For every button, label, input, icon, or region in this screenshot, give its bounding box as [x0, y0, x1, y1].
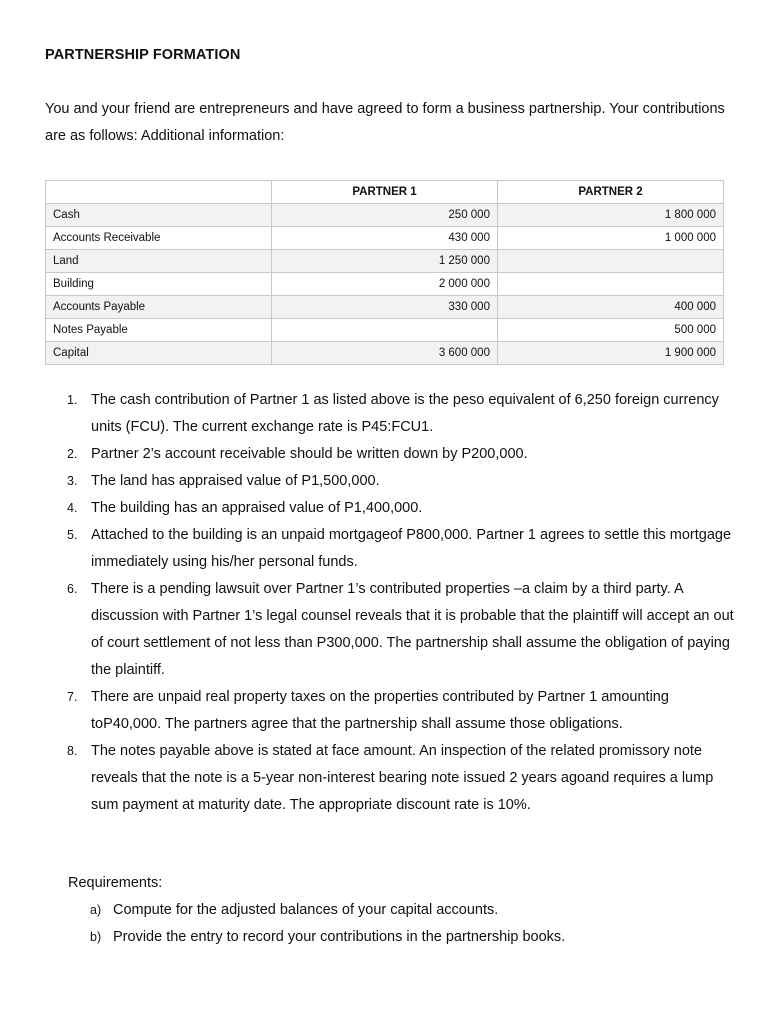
- partner-2-value: 500 000: [497, 319, 723, 342]
- table-row: [46, 204, 724, 227]
- header-partner-1: PARTNER 1: [272, 181, 498, 204]
- list-item: [45, 441, 735, 468]
- row-label: Capital: [46, 342, 272, 365]
- table-row: [46, 296, 724, 319]
- partner-2-value: 400 000: [497, 296, 723, 319]
- list-item-text: The cash contribution of Partner 1 as listed above is the peso equivalent of 6,250 foreign currency units (FCU). The current exchange rate is P45:FCU1.: [91, 392, 719, 435]
- row-label: Notes Payable: [46, 319, 272, 342]
- table-row: [46, 342, 724, 365]
- list-item: [45, 522, 735, 576]
- partner-2-value: 1 900 000: [497, 342, 723, 365]
- row-label: Building: [46, 273, 272, 296]
- requirements-list: [68, 897, 728, 951]
- list-number: 2.: [67, 447, 78, 461]
- requirements-heading: Requirements:: [68, 875, 163, 891]
- list-number: 7.: [67, 690, 78, 704]
- list-item: [45, 576, 735, 684]
- table-row: [46, 319, 724, 342]
- list-item-text: The building has an appraised value of P1,400,000.: [91, 500, 423, 516]
- partner-2-value: 1 800 000: [497, 204, 723, 227]
- table-header-row: [46, 181, 724, 204]
- requirements-section: [68, 870, 728, 951]
- partner-1-value: 430 000: [272, 227, 498, 250]
- contributions-table: [45, 180, 724, 365]
- list-number: 1.: [67, 393, 78, 407]
- table-row: [46, 227, 724, 250]
- row-label: Land: [46, 250, 272, 273]
- list-number: 3.: [67, 474, 78, 488]
- list-item-text: There is a pending lawsuit over Partner 1’s contributed properties –a claim by a third party. A discussion with Partner 1’s legal counsel reveals that it is probable that the plaintiff will accept an out of court settlement of not less than P300,000. The partnership shall assume the obligation of paying the plaintiff.: [91, 581, 734, 678]
- list-number: 5.: [67, 528, 78, 542]
- header-label: [46, 181, 272, 204]
- list-item: [45, 495, 735, 522]
- partner-1-value: 330 000: [272, 296, 498, 319]
- partner-2-value: 1 000 000: [497, 227, 723, 250]
- partner-1-value: [272, 319, 498, 342]
- partner-2-value: [497, 250, 723, 273]
- partner-1-value: 1 250 000: [272, 250, 498, 273]
- list-item: [45, 684, 735, 738]
- list-item-text: Compute for the adjusted balances of your capital accounts.: [113, 902, 499, 918]
- list-item: [68, 897, 728, 924]
- row-label: Accounts Receivable: [46, 227, 272, 250]
- list-number: b): [90, 930, 102, 944]
- list-item-text: The land has appraised value of P1,500,000.: [91, 473, 380, 489]
- list-number: 4.: [67, 501, 78, 515]
- list-item-text: Provide the entry to record your contributions in the partnership books.: [113, 929, 566, 945]
- document-title: PARTNERSHIP FORMATION: [45, 47, 241, 63]
- additional-information-list: [45, 387, 735, 819]
- list-item-text: There are unpaid real property taxes on the properties contributed by Partner 1 amounting toP40,000. The partners agree that the partnership shall assume those obligations.: [91, 689, 669, 732]
- list-item: [45, 387, 735, 441]
- list-item: [68, 924, 728, 951]
- list-number: a): [90, 903, 102, 917]
- partner-1-value: 3 600 000: [272, 342, 498, 365]
- partner-2-value: [497, 273, 723, 296]
- table-row: [46, 273, 724, 296]
- row-label: Accounts Payable: [46, 296, 272, 319]
- list-number: 6.: [67, 582, 78, 596]
- intro-paragraph: You and your friend are entrepreneurs and have agreed to form a business partnership. Your contributions are as follows: Additional information:: [45, 101, 725, 144]
- list-item: [45, 468, 735, 495]
- partner-1-value: 250 000: [272, 204, 498, 227]
- table-row: [46, 250, 724, 273]
- partner-1-value: 2 000 000: [272, 273, 498, 296]
- row-label: Cash: [46, 204, 272, 227]
- list-item: [45, 738, 735, 819]
- header-partner-2: PARTNER 2: [497, 181, 723, 204]
- list-number: 8.: [67, 744, 78, 758]
- list-item-text: Attached to the building is an unpaid mortgageof P800,000. Partner 1 agrees to settle this mortgage immediately using his/her personal funds.: [91, 527, 732, 570]
- list-item-text: Partner 2’s account receivable should be written down by P200,000.: [91, 446, 528, 462]
- list-item-text: The notes payable above is stated at face amount. An inspection of the related promissory note reveals that the note is a 5-year non-interest bearing note issued 2 years agoand requires a lump sum payment at maturity date. The appropriate discount rate is 10%.: [91, 743, 714, 813]
